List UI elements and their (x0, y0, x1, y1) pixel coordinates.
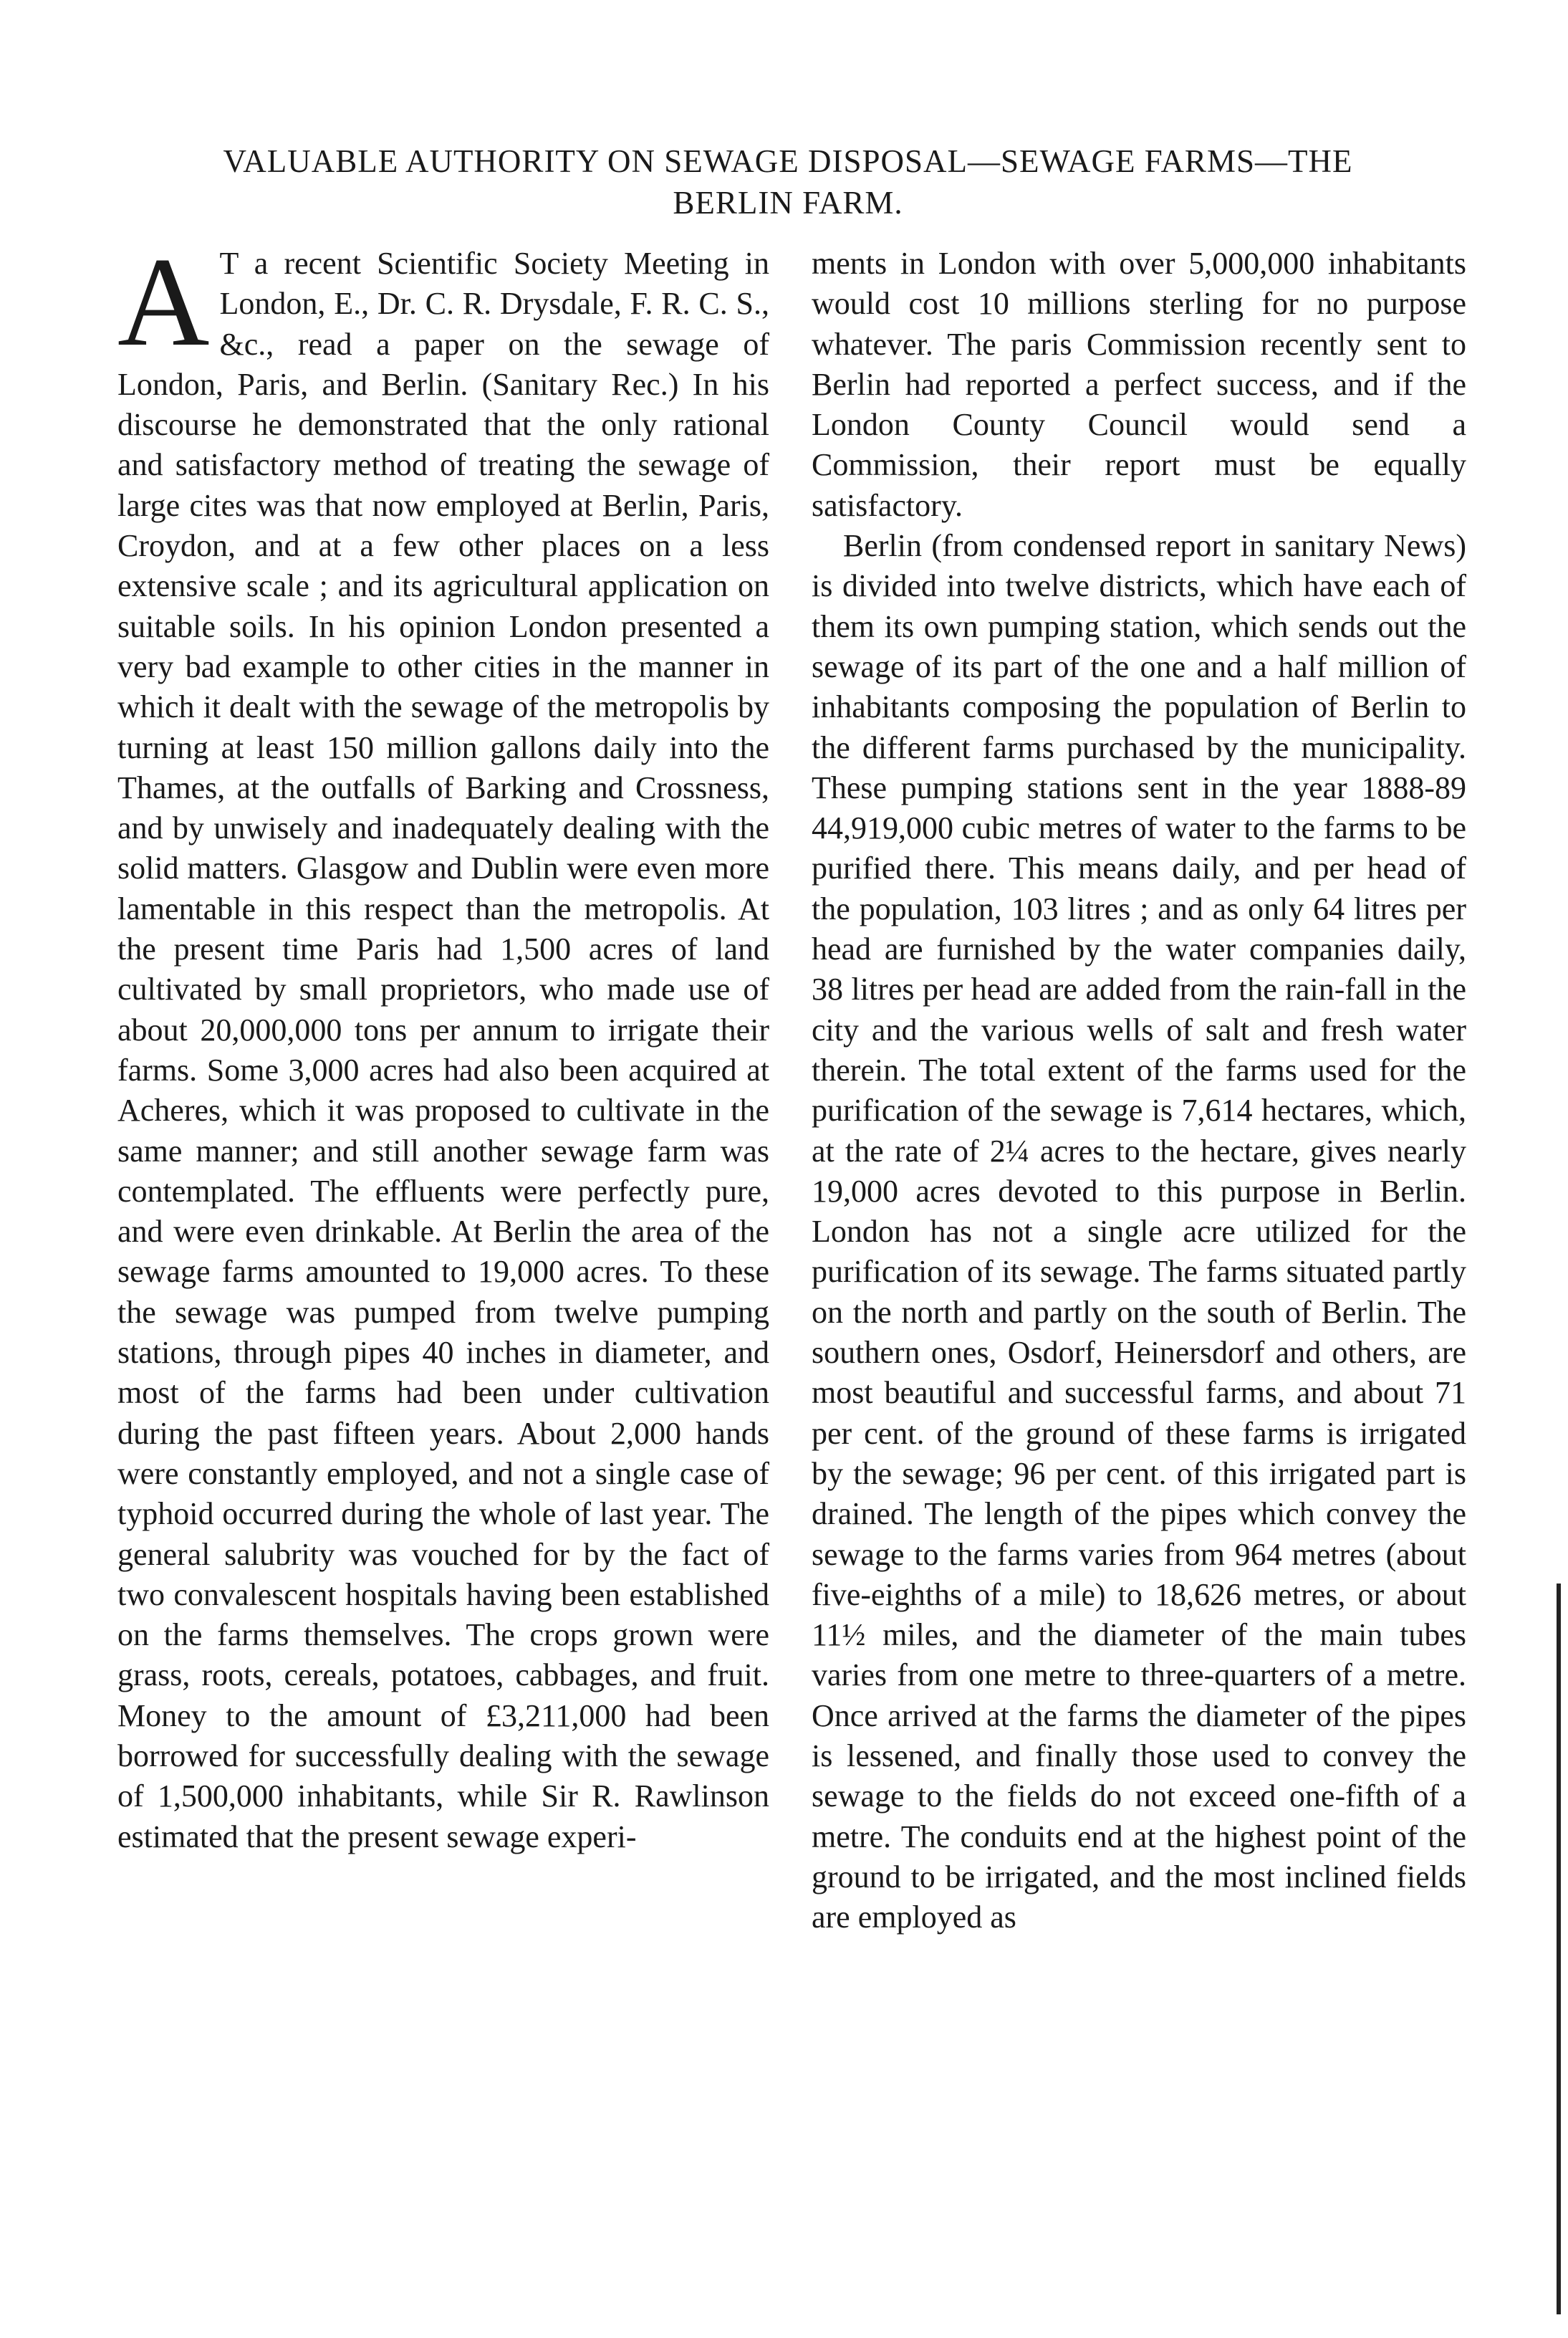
title-line-2: BERLIN FARM. (673, 185, 903, 221)
right-column (812, 244, 1466, 1937)
right-paragraph-1: ments in London with over 5,000,000 inhabitants would cost 10 millions sterling for no purpose whatever. The paris Commission recently sent to Berlin had reported a perfect success, and if the London County Council would send a Commission, their report must be equally satisfactory. (812, 246, 1466, 523)
left-paragraph-1-text: T a recent Scientific Society Meeting in London, E., Dr. C. R. Drysdale, F. R. C. S., &c., read a paper on the sewage of London, Paris, and Berlin. (Sanitary Rec.) In his discourse he demonstrated that the only rational and satisfactory method of treating the sewage of large cites was that now employed at Berlin, Paris, Croydon, and at a few other places on a less extensive scale ; and its agricultural application on suitable soils. In his opinion London presented a very bad example to other cities in the manner in which it dealt with the sewage of the metropolis by turning at least 150 million gallons daily into the Thames, at the outfalls of Barking and Crossness, and by unwisely and inadequately dealing with the solid matters. Glasgow and Dublin were even more lamentable in this respect than the metropolis. At the present time Paris had 1,500 acres of land cultivated by small proprietors, who made use of about 20,000,000 tons per annum to irrigate their farms. Some 3,000 acres had also been acquired at Acheres, which it was proposed to cultivate in the same manner; and still another sewage farm was contemplated. The effluents were perfectly pure, and were even drinkable. At Berlin the area of the sewage farms amounted to 19,000 acres. To these the sewage was pumped from twelve pumping stations, through pipes 40 inches in diameter, and most of the farms had been under cultivation during the past fifteen years. About 2,000 hands were constantly employed, and not a single case of typhoid occurred during the whole of last year. The general salubrity was vouched for by the fact of two convalescent hospitals having been established on the farms themselves. The crops grown were grass, roots, cereals, potatoes, cabbages, and fruit. Money to the amount of £3,211,000 had been borrowed for successfully dealing with the sewage of 1,500,000 inhabitants, while Sir R. Rawlinson estimated that the present sewage experi- (117, 246, 769, 1854)
drop-cap: A (117, 231, 210, 373)
right-paragraph-2: Berlin (from condensed report in sanitary News) is divided into twelve districts, which have each of them its own pumping station, which sends out the sewage of its part of the one and a half million of inhabitants composing the population of Berlin to the different farms purchased by the municipality. These pumping stations sent in the year 1888-89 44,919,000 cubic metres of water to the farms to be purified there. This means daily, and per head of the population, 103 litres ; and as only 64 litres per head are furnished by the water companies daily, 38 litres per head are added from the rain-fall in the city and the various wells of salt and fresh water therein. The total extent of the farms used for the purification of the sewage is 7,614 hectares, which, at the rate of 2¼ acres to the hectare, gives nearly 19,000 acres devoted to this purpose in Berlin. London has not a single acre utilized for the purification of its sewage. The farms situated partly on the north and partly on the south of Berlin. The southern ones, Osdorf, Heinersdorf and others, are most beautiful and successful farms, and about 71 per cent. of the ground of these farms is irrigated by the sewage; 96 per cent. of this irrigated part is drained. The length of the pipes which convey the sewage to the farms varies from 964 metres (about five-eighths of a mile) to 18,626 metres, or about 11½ miles, and the diameter of the main tubes varies from one metre to three-quarters of a metre. Once arrived at the farms the diameter of the pipes is lessened, and finally those used to convey the sewage to the fields do not exceed one-fifth of a metre. The conduits end at the highest point of the ground to be irrigated, and the most inclined fields are employed as (812, 528, 1466, 1935)
margin-rule (1557, 1584, 1561, 2314)
left-paragraph-1 (117, 231, 769, 1857)
article-title (107, 140, 1468, 224)
title-line-1: VALUABLE AUTHORITY ON SEWAGE DISPOSAL—SEWAGE FARMS—THE (223, 143, 1353, 179)
left-column (117, 231, 769, 1857)
